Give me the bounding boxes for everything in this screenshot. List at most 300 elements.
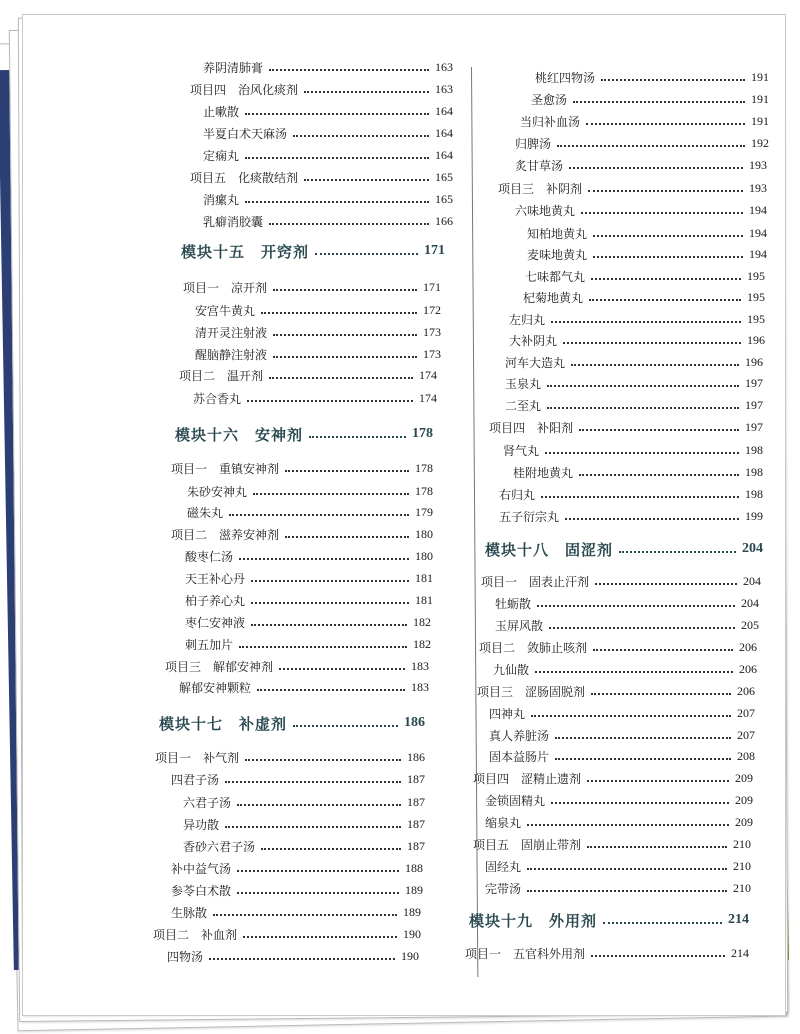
toc-entry-title: 止嗽散 (203, 104, 240, 119)
dot-leader (285, 536, 409, 538)
toc-page-number: 182 (413, 614, 431, 629)
toc-entry[interactable] (195, 322, 441, 342)
toc-entry-title: 河车大造丸 (505, 355, 566, 370)
toc-entry-title: 项目一 固表止汗剂 (481, 574, 590, 589)
toc-page-number: 182 (413, 636, 431, 651)
toc-entry-title: 乳癖消胶囊 (203, 214, 264, 229)
toc-entry-title: 项目一 重镇安神剂 (171, 461, 280, 476)
toc-entry-title: 解郁安神颗粒 (179, 680, 252, 695)
toc-entry-title: 模块十六 安神剂 (175, 425, 304, 444)
dot-leader (593, 649, 733, 651)
dot-leader (579, 474, 739, 476)
toc-page-number: 198 (745, 442, 763, 457)
toc-entry-title: 模块十七 补虚剂 (159, 714, 288, 733)
toc-entry[interactable] (515, 133, 769, 153)
toc-entry[interactable] (203, 189, 453, 209)
toc-entry-title: 右归丸 (499, 487, 536, 502)
dot-leader (251, 624, 407, 626)
toc-entry-title: 异功散 (183, 817, 220, 832)
dot-leader (591, 693, 731, 695)
toc-entry-title: 知柏地黄丸 (527, 226, 588, 241)
dot-leader (229, 514, 409, 516)
toc-entry-title: 炙甘草汤 (515, 158, 564, 173)
toc-entry[interactable] (195, 300, 441, 320)
dot-leader (225, 826, 401, 828)
toc-entry[interactable] (185, 590, 433, 610)
dot-leader (237, 892, 399, 894)
toc-entry-title: 九仙散 (493, 662, 530, 677)
dot-leader (573, 101, 745, 103)
toc-entry-title: 左归丸 (509, 312, 546, 327)
toc-entry[interactable] (485, 856, 751, 876)
toc-page-number: 214 (731, 945, 749, 960)
toc-entry[interactable] (171, 769, 425, 789)
toc-entry[interactable] (187, 502, 433, 522)
toc-entry-title: 补中益气汤 (171, 861, 232, 876)
toc-entry[interactable] (195, 344, 441, 364)
toc-entry-title: 项目一 五官科外用剂 (465, 946, 586, 961)
toc-entry[interactable] (171, 902, 421, 922)
toc-page-number: 178 (415, 483, 433, 498)
dot-leader (315, 253, 418, 255)
toc-project-entry[interactable] (477, 681, 755, 701)
dot-leader (261, 848, 401, 850)
toc-page-number: 190 (401, 948, 419, 963)
toc-page-number: 206 (739, 639, 757, 654)
toc-page-number: 181 (415, 592, 433, 607)
toc-entry-title: 柏子养心丸 (185, 593, 246, 608)
toc-entry[interactable] (203, 57, 453, 77)
dot-leader (589, 299, 741, 301)
toc-page-number: 187 (407, 794, 425, 809)
toc-entry-title: 金锁固精丸 (485, 793, 546, 808)
toc-page-number: 196 (745, 354, 763, 369)
dot-leader (551, 321, 741, 323)
dot-leader (213, 914, 397, 916)
dot-leader (603, 922, 722, 924)
toc-page-number: 195 (747, 311, 765, 326)
toc-entry-title: 完带汤 (485, 881, 522, 896)
toc-page-number: 207 (737, 705, 755, 720)
toc-entry[interactable] (203, 145, 453, 165)
toc-entry[interactable] (523, 287, 765, 307)
dot-leader (587, 780, 729, 782)
toc-page-number: 210 (733, 880, 751, 895)
toc-page-number: 195 (747, 289, 765, 304)
dot-leader (257, 689, 405, 691)
toc-entry-title: 玉屏风散 (495, 618, 544, 633)
toc-page-number: 193 (749, 157, 767, 172)
toc-project-entry[interactable] (171, 458, 433, 478)
toc-page-number: 208 (737, 748, 755, 763)
toc-page-number: 187 (407, 838, 425, 853)
dot-leader (601, 79, 745, 81)
toc-entry[interactable] (185, 546, 433, 566)
toc-entry[interactable] (171, 880, 423, 900)
toc-page-number: 178 (412, 426, 433, 441)
dot-leader (245, 113, 429, 115)
dot-leader (563, 342, 741, 344)
toc-page-number: 174 (419, 390, 437, 405)
toc-entry-title: 固本益肠片 (489, 749, 550, 764)
toc-entry[interactable] (193, 388, 437, 408)
toc-page-number: 173 (423, 346, 441, 361)
toc-page-number: 210 (733, 858, 751, 873)
toc-page-number: 204 (741, 595, 759, 610)
toc-entry[interactable] (489, 703, 755, 723)
dot-leader (269, 69, 429, 71)
toc-entry-title: 项目二 补血剂 (153, 927, 238, 942)
toc-page-number: 194 (749, 246, 767, 261)
toc-page-number: 165 (435, 169, 453, 184)
dot-leader (545, 452, 739, 454)
toc-entry-title: 项目四 治风化痰剂 (190, 82, 299, 97)
toc-entry[interactable] (535, 67, 769, 87)
toc-entry[interactable] (203, 101, 453, 121)
toc-entry[interactable] (495, 615, 759, 635)
toc-page-number: 171 (423, 279, 441, 294)
dot-leader (285, 470, 409, 472)
toc-page-number: 173 (423, 324, 441, 339)
toc-page-number: 194 (749, 202, 767, 217)
dot-leader (593, 256, 743, 258)
toc-entry-title: 模块十九 外用剂 (469, 911, 598, 930)
dot-leader (565, 518, 739, 520)
toc-entry[interactable] (167, 946, 419, 966)
toc-project-entry[interactable] (190, 79, 453, 99)
toc-page-number: 194 (749, 225, 767, 240)
dot-leader (239, 646, 407, 648)
toc-entry[interactable] (485, 790, 753, 810)
toc-entry[interactable] (509, 330, 765, 350)
toc-entry[interactable] (203, 123, 453, 143)
toc-entry-title: 四物汤 (167, 949, 204, 964)
toc-page-number: 163 (435, 81, 453, 96)
toc-page-number: 166 (435, 213, 453, 228)
dot-leader (273, 356, 417, 358)
toc-project-entry[interactable] (481, 571, 761, 591)
toc-entry[interactable] (485, 812, 753, 832)
toc-entry-title: 缩泉丸 (485, 815, 522, 830)
toc-entry-title: 醒脑静注射液 (195, 347, 268, 362)
toc-page-number: 163 (435, 59, 453, 74)
dot-leader (527, 824, 729, 826)
toc-entry[interactable] (185, 634, 431, 654)
dot-leader (555, 737, 731, 739)
toc-entry-title: 归脾汤 (515, 136, 552, 151)
toc-page-number: 181 (415, 570, 433, 585)
dot-leader (261, 312, 417, 314)
toc-entry[interactable] (505, 395, 763, 415)
toc-entry-title: 天王补心丹 (185, 571, 246, 586)
dot-leader (541, 496, 739, 498)
dot-leader (588, 190, 743, 192)
dot-leader (293, 135, 429, 137)
toc-entry-title: 生脉散 (171, 905, 208, 920)
toc-project-entry[interactable] (183, 277, 441, 297)
toc-entry-title: 六味地黄丸 (515, 203, 576, 218)
dot-leader (531, 715, 731, 717)
dot-leader (273, 334, 417, 336)
toc-entry-title: 养阴清肺膏 (203, 60, 264, 75)
toc-entry[interactable] (527, 244, 767, 264)
toc-entry[interactable] (499, 484, 763, 504)
toc-page-number: 209 (735, 770, 753, 785)
toc-page-number: 193 (749, 180, 767, 195)
toc-entry-title: 项目二 敛肺止咳剂 (479, 640, 588, 655)
dot-leader (304, 91, 429, 93)
toc-entry[interactable] (179, 677, 429, 697)
toc-entry-title: 四君子汤 (171, 772, 220, 787)
toc-entry-title: 大补阴丸 (509, 333, 558, 348)
dot-leader (547, 385, 739, 387)
toc-entry-title: 酸枣仁汤 (185, 549, 234, 564)
toc-entry-title: 项目四 补阳剂 (489, 420, 574, 435)
toc-page-number: 172 (423, 302, 441, 317)
toc-entry-title: 五子衍宗丸 (499, 509, 560, 524)
dot-leader (535, 671, 733, 673)
toc-entry[interactable] (183, 814, 425, 834)
dot-leader (251, 602, 409, 604)
dot-leader (537, 605, 735, 607)
toc-page-number: 186 (407, 749, 425, 764)
dot-leader (209, 958, 395, 960)
toc-page-number: 183 (411, 679, 429, 694)
toc-entry-title: 项目三 解郁安神剂 (165, 659, 274, 674)
toc-project-entry[interactable] (179, 365, 437, 385)
toc-page-number: 191 (751, 69, 769, 84)
toc-entry-title: 项目三 涩肠固脱剂 (477, 684, 586, 699)
dot-leader (587, 846, 727, 848)
toc-project-entry[interactable] (465, 943, 749, 963)
toc-page-number: 199 (745, 508, 763, 523)
toc-page-number: 205 (741, 617, 759, 632)
dot-leader (243, 936, 397, 938)
toc-module-heading[interactable] (485, 535, 763, 563)
toc-page-number: 164 (435, 103, 453, 118)
toc-entry[interactable] (185, 612, 431, 632)
toc-page-number: 164 (435, 147, 453, 162)
toc-entry[interactable] (509, 309, 765, 329)
toc-project-entry[interactable] (498, 178, 767, 198)
toc-project-entry[interactable] (190, 167, 453, 187)
toc-project-entry[interactable] (479, 637, 757, 657)
toc-entry-title: 磁朱丸 (187, 505, 224, 520)
toc-entry[interactable] (183, 792, 425, 812)
toc-entry[interactable] (495, 593, 759, 613)
toc-page-number: 204 (743, 573, 761, 588)
toc-entry-title: 固经丸 (485, 859, 522, 874)
toc-page-number: 206 (737, 683, 755, 698)
toc-project-entry[interactable] (165, 656, 429, 676)
dot-leader (279, 668, 405, 670)
toc-page-number: 187 (407, 816, 425, 831)
toc-project-entry[interactable] (473, 834, 751, 854)
toc-entry[interactable] (505, 373, 763, 393)
toc-entry-title: 二至丸 (505, 398, 542, 413)
toc-page-number: 198 (745, 486, 763, 501)
toc-entry[interactable] (525, 266, 765, 286)
toc-page-number: 186 (404, 715, 425, 730)
toc-entry-title: 四神丸 (489, 706, 526, 721)
dot-leader (309, 436, 406, 438)
toc-entry-title: 项目四 涩精止遗剂 (473, 771, 582, 786)
toc-entry[interactable] (493, 659, 757, 679)
toc-page-number: 180 (415, 548, 433, 563)
toc-entry-title: 项目一 补气剂 (155, 750, 240, 765)
toc-module-heading[interactable] (159, 709, 425, 737)
toc-entry-title: 刺五加片 (185, 637, 234, 652)
toc-page-number: 189 (403, 904, 421, 919)
toc-module-heading[interactable] (181, 237, 445, 265)
toc-page-number: 171 (424, 243, 445, 258)
toc-project-entry[interactable] (155, 747, 425, 767)
toc-page-number: 164 (435, 125, 453, 140)
toc-page-number: 190 (403, 926, 421, 941)
toc-entry[interactable] (505, 352, 763, 372)
toc-entry[interactable] (503, 440, 763, 460)
toc-entry[interactable] (171, 858, 423, 878)
toc-entry[interactable] (187, 481, 433, 501)
toc-entry[interactable] (203, 211, 453, 231)
toc-page-number: 174 (419, 367, 437, 382)
toc-entry-title: 六君子汤 (183, 795, 232, 810)
toc-entry-title: 七味都气丸 (525, 269, 586, 284)
toc-page-number: 187 (407, 771, 425, 786)
toc-entry-title: 项目二 温开剂 (179, 368, 264, 383)
toc-page (22, 14, 786, 1016)
toc-entry[interactable] (489, 746, 755, 766)
toc-entry-title: 项目二 滋养安神剂 (171, 527, 280, 542)
dot-leader (245, 201, 429, 203)
dot-leader (595, 583, 737, 585)
toc-entry-title: 圣愈汤 (531, 92, 568, 107)
toc-page-number: 180 (415, 526, 433, 541)
toc-project-entry[interactable] (171, 524, 433, 544)
toc-entry[interactable] (185, 568, 433, 588)
toc-project-entry[interactable] (473, 768, 753, 788)
toc-entry-title: 消瘰丸 (203, 192, 240, 207)
toc-entry-title: 项目一 凉开剂 (183, 280, 268, 295)
dot-leader (586, 123, 745, 125)
dot-leader (551, 802, 729, 804)
dot-leader (527, 890, 727, 892)
toc-entry-title: 玉泉丸 (505, 376, 542, 391)
dot-leader (571, 364, 739, 366)
toc-entry[interactable] (485, 878, 751, 898)
toc-entry-title: 桃红四物汤 (535, 70, 596, 85)
toc-entry-title: 枣仁安神液 (185, 615, 246, 630)
toc-page-number: 192 (751, 135, 769, 150)
toc-page-number: 204 (742, 541, 763, 556)
toc-entry-title: 半夏白术天麻汤 (203, 126, 288, 141)
toc-entry-title: 桂附地黄丸 (513, 465, 574, 480)
toc-page-number: 191 (751, 91, 769, 106)
toc-entry[interactable] (515, 200, 767, 220)
toc-entry[interactable] (531, 89, 769, 109)
dot-leader (557, 145, 745, 147)
toc-entry-title: 麦味地黄丸 (527, 247, 588, 262)
toc-entry-title: 项目三 补阴剂 (498, 181, 583, 196)
toc-page-number: 188 (405, 860, 423, 875)
toc-entry[interactable] (515, 155, 767, 175)
dot-leader (591, 955, 725, 957)
toc-entry-title: 参苓白术散 (171, 883, 232, 898)
dot-leader (251, 580, 409, 582)
toc-entry-title: 安宫牛黄丸 (195, 303, 256, 318)
toc-entry-title: 香砂六君子汤 (183, 839, 256, 854)
toc-page-number: 197 (745, 397, 763, 412)
toc-page-number: 197 (745, 375, 763, 390)
dot-leader (237, 870, 399, 872)
dot-leader (237, 804, 401, 806)
toc-page-number: 197 (745, 419, 763, 434)
toc-page-number: 179 (415, 504, 433, 519)
toc-entry-title: 项目五 化痰散结剂 (190, 170, 299, 185)
toc-entry[interactable] (489, 725, 755, 745)
toc-page-number: 209 (735, 792, 753, 807)
dot-leader (245, 157, 429, 159)
toc-module-heading[interactable] (469, 906, 749, 934)
dot-leader (527, 868, 727, 870)
toc-entry[interactable] (520, 111, 769, 131)
dot-leader (581, 212, 743, 214)
toc-entry-title: 朱砂安神丸 (187, 484, 248, 499)
toc-page-number: 165 (435, 191, 453, 206)
dot-leader (225, 781, 401, 783)
toc-entry[interactable] (499, 506, 763, 526)
dot-leader (239, 558, 409, 560)
toc-module-heading[interactable] (175, 420, 433, 448)
toc-page-number: 210 (733, 836, 751, 851)
dot-leader (593, 235, 743, 237)
dot-leader (549, 627, 735, 629)
toc-project-entry[interactable] (153, 924, 421, 944)
toc-entry-title: 牡蛎散 (495, 596, 532, 611)
dot-leader (569, 167, 743, 169)
toc-entry[interactable] (527, 223, 767, 243)
dot-leader (273, 289, 417, 291)
toc-entry[interactable] (183, 836, 425, 856)
toc-page-number: 207 (737, 727, 755, 742)
dot-leader (269, 223, 429, 225)
dot-leader (245, 759, 401, 761)
dot-leader (579, 429, 739, 431)
dot-leader (247, 400, 413, 402)
toc-page-number: 183 (411, 658, 429, 673)
dot-leader (253, 493, 409, 495)
toc-page-number: 209 (735, 814, 753, 829)
dot-leader (555, 758, 731, 760)
toc-entry-title: 模块十八 固涩剂 (485, 540, 614, 559)
toc-project-entry[interactable] (489, 417, 763, 437)
toc-entry[interactable] (513, 462, 763, 482)
toc-page-number: 214 (728, 912, 749, 927)
toc-page-number: 195 (747, 268, 765, 283)
dot-leader (304, 179, 429, 181)
toc-page-number: 189 (405, 882, 423, 897)
toc-entry-title: 模块十五 开窍剂 (181, 242, 310, 261)
dot-leader (293, 725, 398, 727)
toc-entry-title: 项目五 固崩止带剂 (473, 837, 582, 852)
toc-entry-title: 苏合香丸 (193, 391, 242, 406)
toc-entry-title: 当归补血汤 (520, 114, 581, 129)
toc-page-number: 196 (747, 332, 765, 347)
toc-entry-title: 真人养脏汤 (489, 728, 550, 743)
dot-leader (269, 377, 413, 379)
dot-leader (619, 551, 736, 553)
toc-entry-title: 杞菊地黄丸 (523, 290, 584, 305)
